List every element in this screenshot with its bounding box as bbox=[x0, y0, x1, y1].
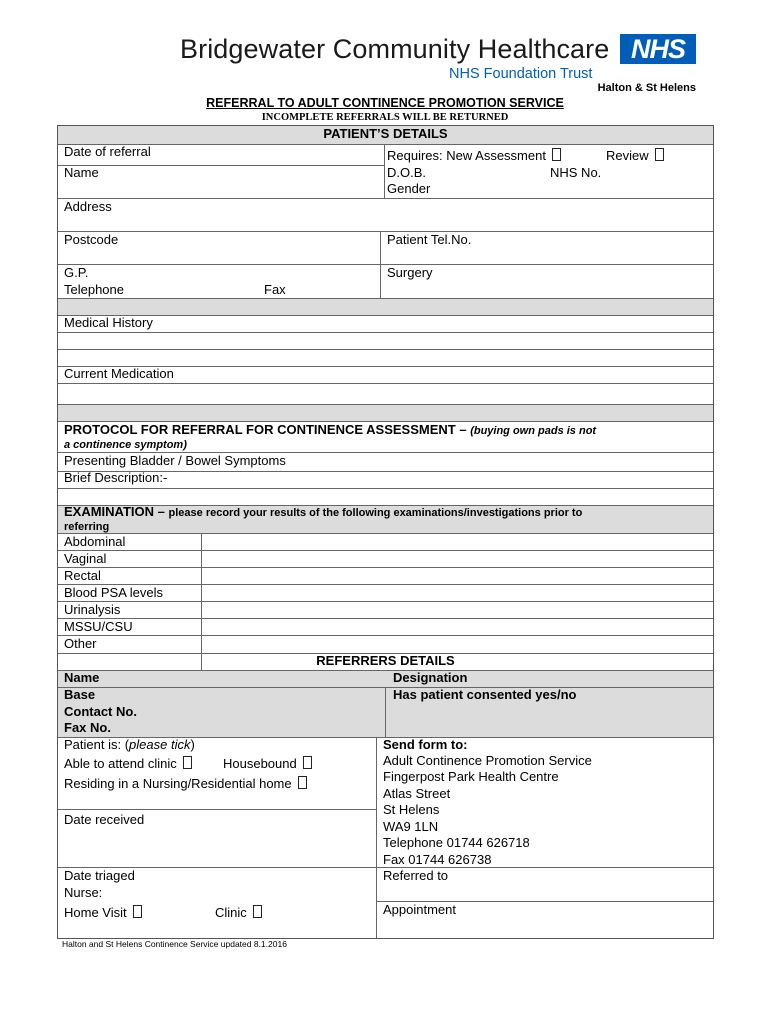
exam-other: Other bbox=[64, 636, 97, 651]
base-label: Base bbox=[64, 687, 96, 702]
gp-telephone-label: Telephone bbox=[64, 282, 124, 297]
gp-fax-label: Fax bbox=[264, 282, 286, 297]
organisation-name: Bridgewater Community Healthcare bbox=[180, 34, 610, 64]
footer-note: Halton and St Helens Continence Service updated 8.1.2016 bbox=[62, 939, 287, 949]
patient-is-label: Patient is: (please tick) bbox=[64, 737, 195, 752]
patient-tel-label: Patient Tel.No. bbox=[387, 232, 472, 247]
protocol-note: a continence symptom) bbox=[64, 439, 187, 451]
section-divider-band bbox=[58, 404, 713, 421]
requires-label: Requires: New Assessment bbox=[387, 148, 561, 164]
name-label: Name bbox=[64, 165, 99, 180]
surgery-label: Surgery bbox=[387, 265, 433, 280]
send-address-line: St Helens bbox=[383, 802, 440, 817]
new-assessment-checkbox[interactable] bbox=[552, 148, 561, 161]
address-label: Address bbox=[64, 199, 112, 214]
referrer-name-label: Name bbox=[64, 670, 100, 685]
postcode-label: Postcode bbox=[64, 232, 119, 247]
date-triaged-label: Date triaged bbox=[64, 868, 135, 883]
clinic-visit-option: Clinic bbox=[215, 905, 262, 921]
gender-label: Gender bbox=[387, 181, 431, 196]
send-telephone: Telephone 01744 626718 bbox=[383, 835, 530, 850]
section-divider-band bbox=[58, 298, 713, 315]
brief-description-label: Brief Description:- bbox=[64, 470, 168, 485]
medical-history-label: Medical History bbox=[64, 315, 153, 330]
dob-label: D.O.B. bbox=[387, 165, 427, 180]
fax-number-label: Fax No. bbox=[64, 720, 111, 735]
nursing-home-option: Residing in a Nursing/Residential home bbox=[64, 776, 307, 792]
examination-note: referring bbox=[64, 521, 110, 533]
nurse-label: Nurse: bbox=[64, 885, 103, 900]
form-warning: INCOMPLETE REFERRALS WILL BE RETURNED bbox=[261, 112, 509, 123]
clinic-checkbox[interactable] bbox=[183, 756, 192, 769]
exam-rectal: Rectal bbox=[64, 568, 101, 583]
patient-details-heading: PATIENT’S DETAILS bbox=[323, 126, 448, 141]
consent-label: Has patient consented yes/no bbox=[393, 687, 577, 702]
referred-to-label: Referred to bbox=[383, 868, 449, 883]
nhs-logo: NHS bbox=[620, 34, 696, 64]
date-received-label: Date received bbox=[64, 812, 145, 827]
contact-number-label: Contact No. bbox=[64, 704, 137, 719]
date-of-referral-label: Date of referral bbox=[64, 144, 151, 159]
send-address-line: WA9 1LN bbox=[383, 819, 439, 834]
clinic-option: Able to attend clinic bbox=[64, 756, 192, 772]
exam-vaginal: Vaginal bbox=[64, 551, 107, 566]
clinic-visit-checkbox[interactable] bbox=[253, 905, 262, 918]
exam-mssu-csu: MSSU/CSU bbox=[64, 619, 133, 634]
nhs-number-label: NHS No. bbox=[550, 165, 602, 180]
current-medication-label: Current Medication bbox=[64, 366, 174, 381]
designation-label: Designation bbox=[393, 670, 468, 685]
housebound-option: Housebound bbox=[223, 756, 312, 772]
appointment-label: Appointment bbox=[383, 902, 456, 917]
examination-heading: EXAMINATION – please record your results of the following examinations/investigations prior to bbox=[64, 504, 583, 519]
trust-name: NHS Foundation Trust bbox=[449, 66, 593, 82]
exam-abdominal: Abdominal bbox=[64, 534, 126, 549]
exam-blood-psa: Blood PSA levels bbox=[64, 585, 164, 600]
region-label: Halton & St Helens bbox=[597, 82, 696, 94]
review-checkbox[interactable] bbox=[655, 148, 664, 161]
nursing-home-checkbox[interactable] bbox=[298, 776, 307, 789]
gp-label: G.P. bbox=[64, 265, 89, 280]
housebound-checkbox[interactable] bbox=[303, 756, 312, 769]
protocol-heading: PROTOCOL FOR REFERRAL FOR CONTINENCE ASSESSMENT – (buying own pads is not bbox=[64, 422, 597, 437]
referrers-heading: REFERRERS DETAILS bbox=[316, 653, 455, 668]
exam-urinalysis: Urinalysis bbox=[64, 602, 121, 617]
send-form-heading: Send form to: bbox=[383, 737, 468, 752]
send-address-line: Atlas Street bbox=[383, 786, 451, 801]
review-option: Review bbox=[606, 148, 664, 164]
send-address-line: Adult Continence Promotion Service bbox=[383, 753, 592, 768]
send-address-line: Fingerpost Park Health Centre bbox=[383, 769, 559, 784]
home-visit-checkbox[interactable] bbox=[133, 905, 142, 918]
form-title: REFERRAL TO ADULT CONTINENCE PROMOTION SERVICE bbox=[206, 96, 564, 110]
presenting-symptoms-label: Presenting Bladder / Bowel Symptoms bbox=[64, 453, 286, 468]
send-fax: Fax 01744 626738 bbox=[383, 852, 492, 867]
home-visit-option: Home Visit bbox=[64, 905, 142, 921]
